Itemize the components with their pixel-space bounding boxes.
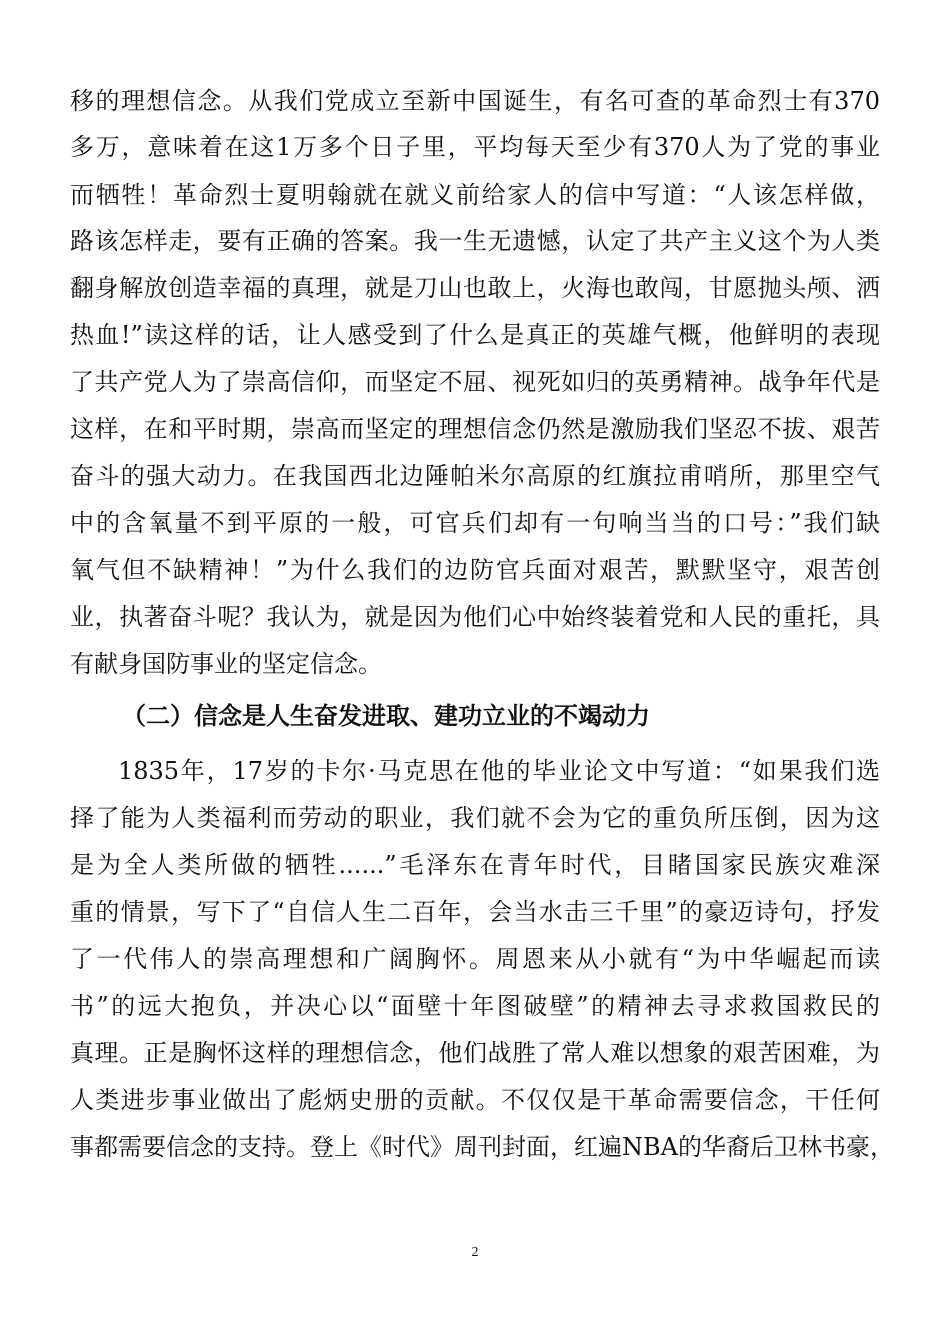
paragraph-1-line-4: 路该怎样走，要有正确的答案。我一生无遗憾，认定了共产主义这个为人类 [70, 227, 880, 255]
paragraph-2-line-3: 是为全人类所做的牺牲......”毛泽东在青年时代，目睹国家民族灾难深 [70, 851, 880, 879]
paragraph-1-line-2: 多万，意味着在这1万多个日子里，平均每天至少有370人为了党的事业 [70, 133, 880, 161]
paragraph-1-line-7: 了共产党人为了崇高信仰，而坚定不屈、视死如归的英勇精神。战争年代是 [70, 368, 880, 396]
paragraph-2-line-6: 书”的远大抱负，并决心以“面壁十年图破壁”的精神去寻求救国救民的 [70, 992, 880, 1020]
paragraph-2-line-9: 事都需要信念的支持。登上《时代》周刊封面，红遍NBA的华裔后卫林书豪， [70, 1133, 894, 1161]
paragraph-1-line-5: 翻身解放创造幸福的真理，就是刀山也敢上，火海也敢闯，甘愿抛头颅、洒 [70, 274, 880, 302]
paragraph-1-line-3: 而牺牲！革命烈士夏明翰就在就义前给家人的信中写道：“人该怎样做， [70, 181, 880, 209]
paragraph-2-line-5: 了一代伟人的崇高理想和广阔胸怀。周恩来从小就有“为中华崛起而读 [70, 945, 880, 973]
paragraph-1-line-9: 奋斗的强大动力。在我国西北边陲帕米尔高原的红旗拉甫哨所，那里空气 [70, 462, 880, 490]
page-number: 2 [471, 1245, 479, 1260]
paragraph-1-line-12: 业，执著奋斗呢？我认为，就是因为他们心中始终装着党和人民的重托，具 [70, 603, 880, 631]
paragraph-2-line-7: 真理。正是胸怀这样的理想信念，他们战胜了常人难以想象的艰苦困难，为 [70, 1039, 880, 1067]
paragraph-2-line-4: 重的情景，写下了“自信人生二百年，会当水击三千里”的豪迈诗句，抒发 [70, 898, 880, 926]
paragraph-2-line-1: 1835年，17岁的卡尔·马克思在他的毕业论文中写道：“如果我们选 [118, 757, 880, 785]
paragraph-2-line-2: 择了能为人类福利而劳动的职业，我们就不会为它的重负所压倒，因为这 [70, 804, 880, 832]
section-heading: （二）信念是人生奋发进取、建功立业的不竭动力 [122, 702, 650, 730]
paragraph-1-line-10: 中的含氧量不到平原的一般，可官兵们却有一句响当当的口号：”我们缺 [70, 509, 880, 537]
paragraph-1-line-8: 这样，在和平时期，崇高而坚定的理想信念仍然是激励我们坚忍不拔、艰苦 [70, 415, 880, 443]
paragraph-1-line-1: 移的理想信念。从我们党成立至新中国诞生，有名可查的革命烈士有370 [70, 87, 880, 115]
paragraph-1-line-6: 热血!”读这样的话，让人感受到了什么是真正的英雄气概，他鲜明的表现 [70, 321, 880, 349]
paragraph-2-line-8: 人类进步事业做出了彪炳史册的贡献。不仅仅是干革命需要信念，干任何 [70, 1086, 880, 1114]
paragraph-1-line-13: 有献身国防事业的坚定信念。 [70, 650, 382, 678]
paragraph-1-line-11: 氧气但不缺精神！”为什么我们的边防官兵面对艰苦，默默坚守，艰苦创 [70, 556, 880, 584]
